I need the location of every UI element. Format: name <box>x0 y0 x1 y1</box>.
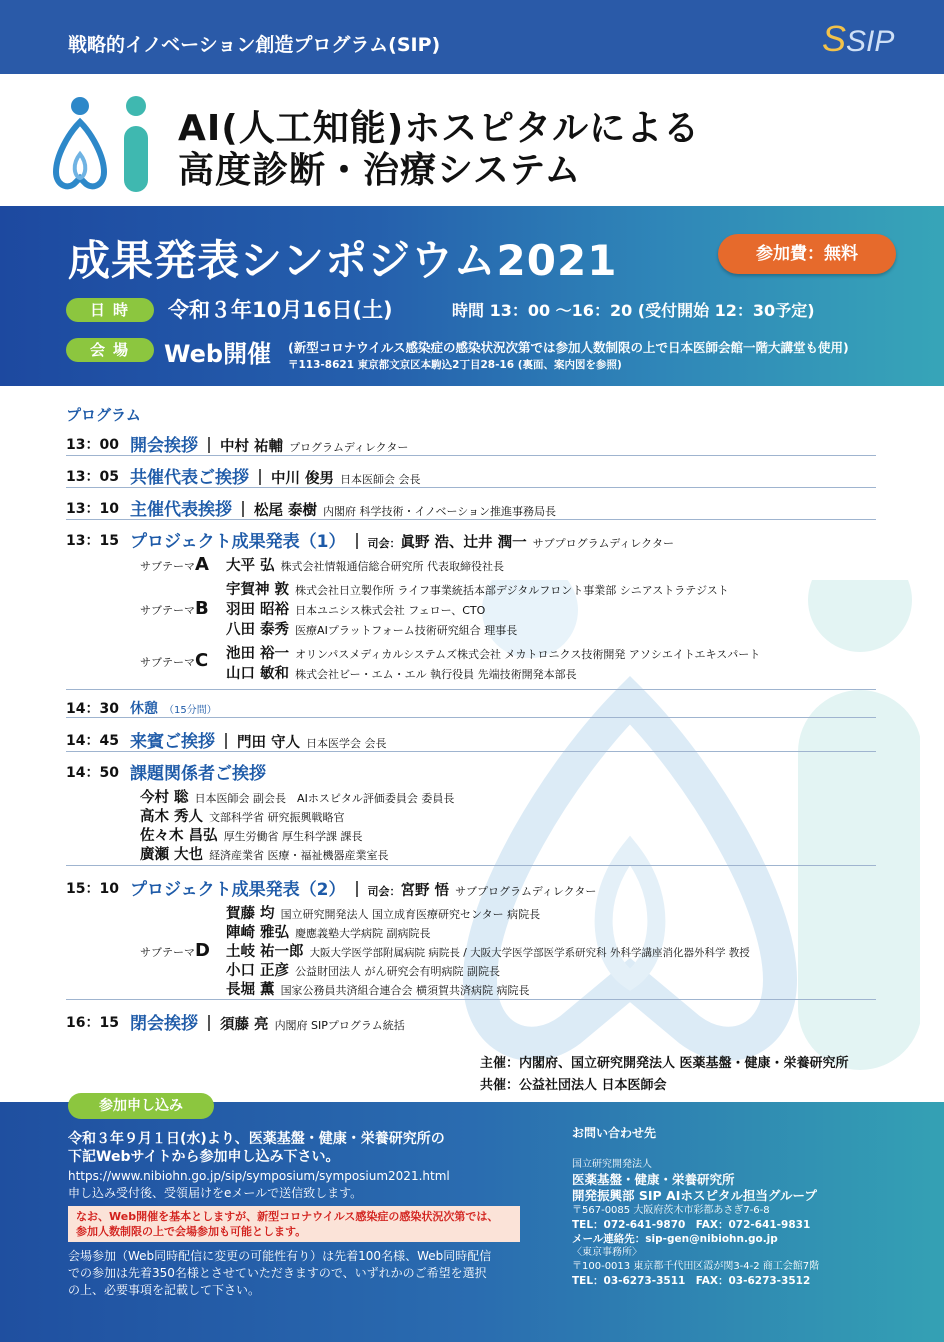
speaker: 羽田 昭裕 日本ユニシス株式会社 フェロー、CTO <box>226 602 486 618</box>
row-time: 13：10 <box>66 501 119 517</box>
speaker: 土岐 祐一郎 大阪大学医学部附属病院 病院長 / 大阪大学医学部医学系研究科 外科学講座消化器外科学 教授 <box>226 944 750 960</box>
contact-email[interactable]: メール連絡先：sip-gen@nibiohn.go.jp <box>572 1233 778 1245</box>
row-time: 13：05 <box>66 469 119 485</box>
title-block <box>0 74 944 206</box>
venue-main: Web開催 <box>164 340 272 368</box>
title-line-2: 高度診断・治療システム <box>178 150 582 191</box>
program-heading: プログラム <box>66 406 141 424</box>
speaker: 小口 正彦 公益財団法人 がん研究会有明病院 副院長 <box>226 963 501 979</box>
program-row <box>66 870 876 1000</box>
speaker: 池田 裕一 オリンパスメディカルシステムズ株式会社 メカトロニクス技術開発 アソシエイトエキスパート <box>226 646 761 662</box>
row-time: 14：45 <box>66 733 119 749</box>
subtheme-c: サブテーマC <box>140 650 209 671</box>
row-title: 主催代表挨拶 松尾 泰樹 内閣府 科学技術・イノベーション推進事務局長 <box>130 500 557 520</box>
application-section <box>0 1098 944 1342</box>
venue-note: (新型コロナウイルス感染症の感染状況次第では参加人数制限の上で日本医師会館一階大講堂も使用) <box>288 340 849 355</box>
speaker: 高木 秀人 文部科学省 研究振興戦略官 <box>140 809 345 825</box>
row-time: 13：15 <box>66 533 119 549</box>
row-time: 14：30 <box>66 701 119 717</box>
speaker: 廣瀬 大也 経済産業省 医療・福祉機器産業室長 <box>140 847 389 863</box>
contact-details: 国立研究開発法人 医薬基盤・健康・栄養研究所 開発振興部 SIP AIホスピタル担当グループ 〒567-0085 大阪府茨木市彩都あさぎ7-6-8 TEL：072-641-9870 FAX：072-641-9831 メール連絡先：sip-gen@nibiohn.go.jp 〈東京事務所〉 〒100-0013 東京都千代田区霞が関3-4-2 商工会館7階 TEL：03-6273-3511 FAX：03-6273-3512 <box>572 1159 820 1287</box>
row-title: 休憩 （15分間） <box>130 701 217 717</box>
fee-badge: 参加費：無料 <box>718 234 896 274</box>
speaker: 陣崎 雅弘 慶應義塾大学病院 副病院長 <box>226 925 431 941</box>
row-title: プロジェクト成果発表（1） 司会：眞野 浩、辻井 潤一 サブプログラムディレクター <box>130 532 674 552</box>
venue-label: 会場 <box>66 338 154 362</box>
row-title: 開会挨拶 中村 祐輔 プログラムディレクター <box>130 436 409 456</box>
event-date: 令和３年10月16日(土) <box>168 298 393 322</box>
subtheme-d: サブテーマD <box>140 940 210 961</box>
speaker: 賀藤 均 国立研究開発法人 国立成育医療研究センター 病院長 <box>226 906 541 922</box>
row-title: プロジェクト成果発表（2） 司会：宮野 悟 サブプログラムディレクター <box>130 880 597 900</box>
event-time: 時間 13：00 〜16：20 (受付開始 12：30予定) <box>452 301 815 320</box>
symposium-title: 成果発表シンポジウム2021 <box>68 236 618 285</box>
event-band <box>0 206 944 386</box>
application-url[interactable]: https://www.nibiohn.go.jp/sip/symposium/symposium2021.html <box>68 1169 450 1183</box>
program-row <box>66 492 876 520</box>
program-row <box>66 694 876 718</box>
speaker: 佐々木 昌弘 厚生労働省 厚生科学課 課長 <box>140 828 363 844</box>
top-bar <box>0 0 944 74</box>
row-time: 15：10 <box>66 881 119 897</box>
program-name: 戦略的イノベーション創造プログラム(SIP) <box>68 34 441 56</box>
program-row <box>66 524 876 690</box>
application-intro: 令和３年９月１日(水)より、医薬基盤・健康・栄養研究所の 下記Webサイトから参加申し込み下さい。 <box>68 1131 445 1165</box>
program-row <box>66 756 876 866</box>
speaker: 大平 弘 株式会社情報通信総合研究所 代表取締役社長 <box>226 558 505 574</box>
application-details: https://www.nibiohn.go.jp/sip/symposium/symposium2021.html 申し込み受付後、受領届けをeメールで送信致します。 <box>68 1169 450 1200</box>
warning-notice: なお、Web開催を基本としますが、新型コロナウイルス感染症の感染状況次第では、 参加人数制限の上で会場参加も可能とします。 <box>68 1206 520 1242</box>
speaker: 山口 敏和 株式会社ビー・エム・エル 執行役員 先端技術開発本部長 <box>226 666 577 682</box>
speaker: 長堀 薫 国家公務員共済組合連合会 横須賀共済病院 病院長 <box>226 982 530 998</box>
host-organizer: 主催：内閣府、国立研究開発法人 医薬基盤・健康・栄養研究所 <box>480 1056 849 1071</box>
venue-address: 〒113-8621 東京都文京区本駒込2丁目28-16 (裏面、案内図を参照) <box>288 359 622 371</box>
speaker: 今村 聡 日本医師会 副会長 AIホスピタル評価委員会 委員長 <box>140 790 455 806</box>
cohost-organizer: 共催：公益社団法人 日本医師会 <box>480 1078 667 1093</box>
row-title: 課題関係者ご挨拶 <box>130 764 266 784</box>
row-time: 13：00 <box>66 437 119 453</box>
row-title: 閉会挨拶 須藤 亮 内閣府 SIPプログラム統括 <box>130 1014 405 1034</box>
program-row <box>66 430 876 456</box>
date-label: 日時 <box>66 298 154 322</box>
program-row <box>66 722 876 752</box>
sip-logo: SSIP <box>822 18 895 59</box>
sip-logo-mark: S <box>822 18 847 59</box>
row-time: 16：15 <box>66 1015 119 1031</box>
application-label: 参加申し込み <box>68 1093 214 1119</box>
subtheme-a: サブテーマA <box>140 554 209 575</box>
program-row <box>66 1004 876 1034</box>
subtheme-b: サブテーマB <box>140 598 209 619</box>
row-title: 来賓ご挨拶 門田 守人 日本医学会 会長 <box>130 732 387 752</box>
ai-logo-icon <box>50 94 158 194</box>
program-section <box>0 386 944 1050</box>
row-time: 14：50 <box>66 765 119 781</box>
speaker: 宇賀神 敦 株式会社日立製作所 ライフ事業統括本部デジタルフロント事業部 シニアストラテジスト <box>226 582 729 598</box>
contact-heading: お問い合わせ先 <box>572 1126 657 1140</box>
row-title: 共催代表ご挨拶 中川 俊男 日本医師会 会長 <box>130 468 421 488</box>
speaker: 八田 泰秀 医療AIプラットフォーム技術研究組合 理事長 <box>226 622 518 638</box>
application-note: 会場参加（Web同時配信に変更の可能性有り）は先着100名様、Web同時配信 での参加は先着350名様とさせていただきますので、いずれかのご希望を選択 の上、必要事項を記載して下さい。 <box>68 1249 492 1297</box>
program-row <box>66 460 876 488</box>
title-line-1: AI(人工知能)ホスピタルによる <box>178 108 701 149</box>
